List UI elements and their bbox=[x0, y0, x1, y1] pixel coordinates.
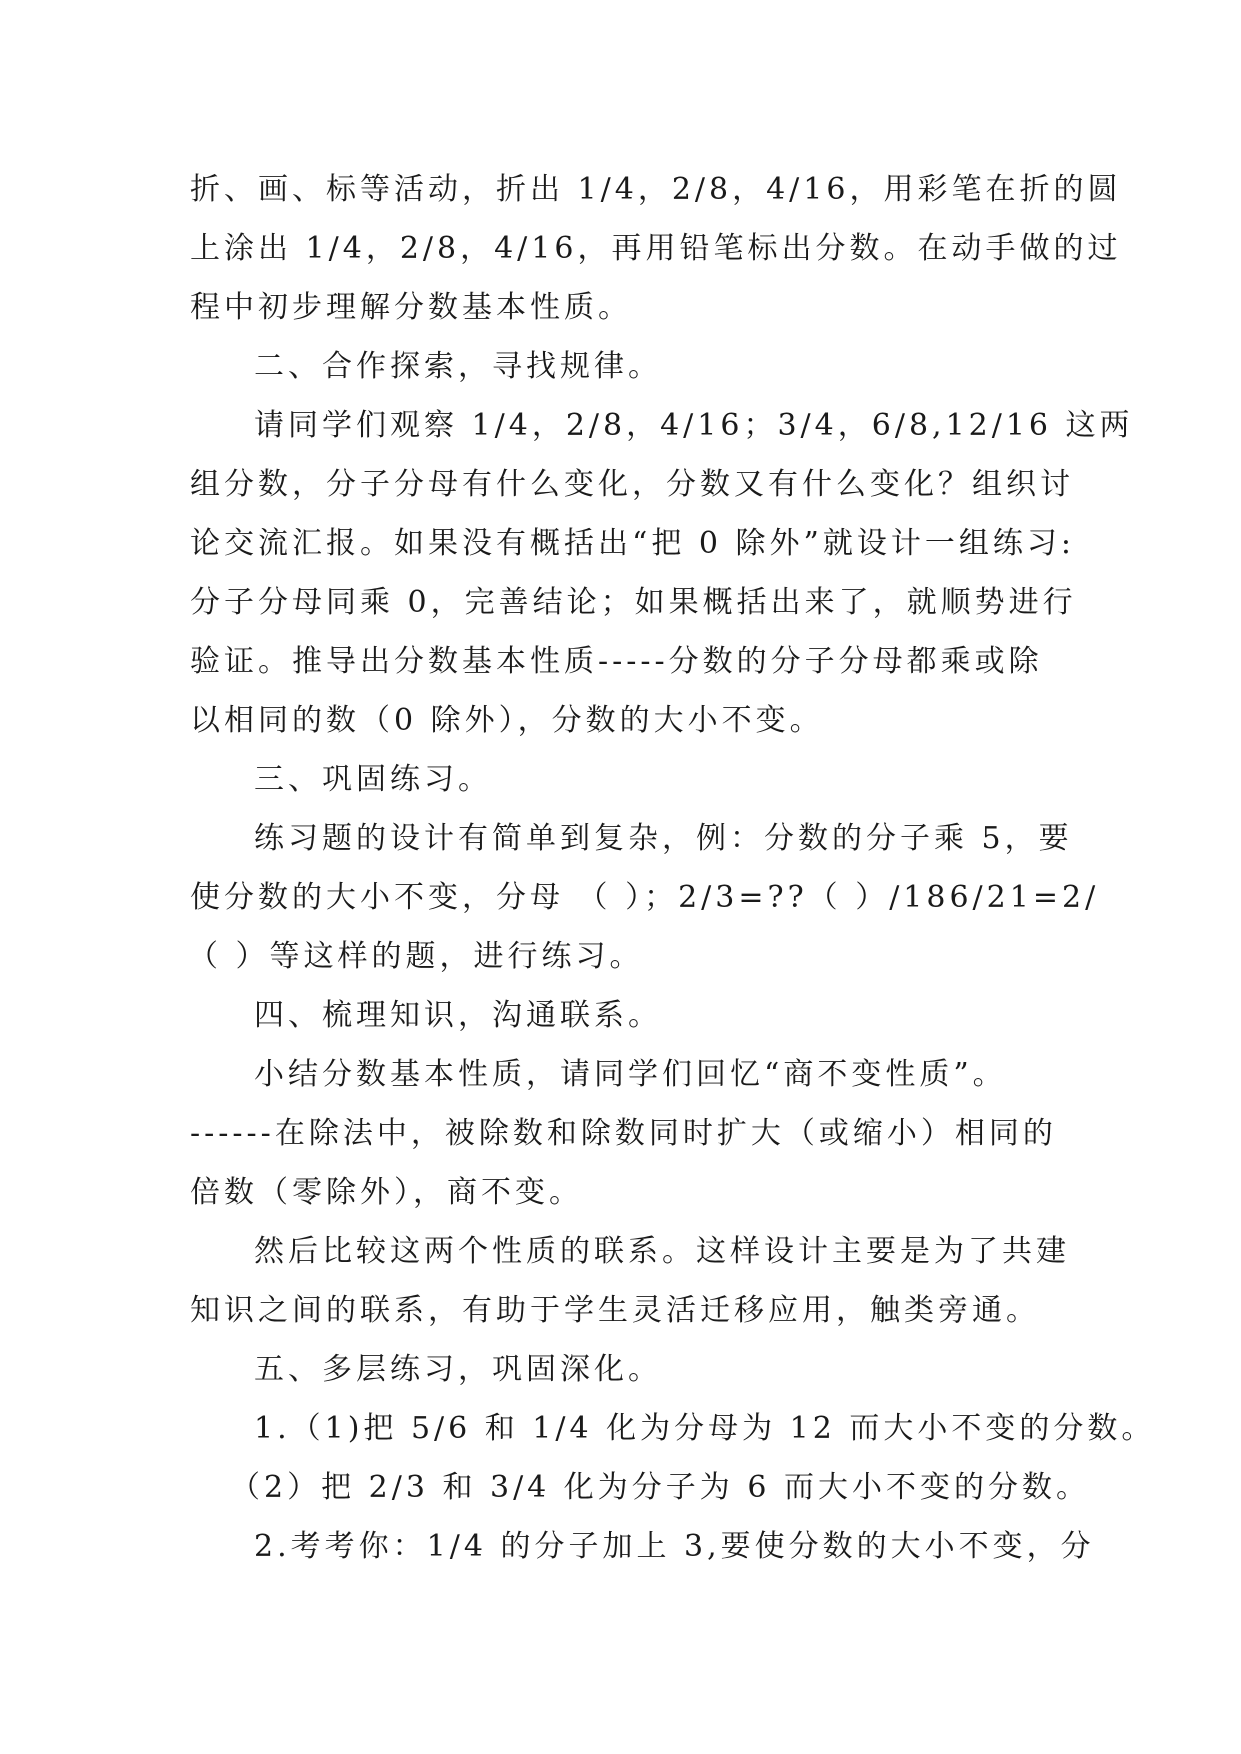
section-heading-3: 三、巩固练习。 bbox=[254, 762, 492, 797]
text-line: 组分数，分子分母有什么变化，分数又有什么变化？组织讨 bbox=[190, 467, 1074, 502]
text-line: （ ）等这样的题，进行练习。 bbox=[188, 939, 644, 974]
exercise-item: 1.（1)把 5/6 和 1/4 化为分母为 12 而大小不变的分数。 bbox=[254, 1411, 1156, 1446]
text-line: 程中初步理解分数基本性质。 bbox=[190, 290, 632, 325]
text-line: 小结分数基本性质，请同学们回忆“商不变性质”。 bbox=[254, 1057, 1007, 1092]
section-heading-4: 四、梳理知识，沟通联系。 bbox=[254, 998, 662, 1033]
text-line: 练习题的设计有简单到复杂，例：分数的分子乘 5，要 bbox=[254, 821, 1073, 856]
exercise-item: 2.考考你：1/4 的分子加上 3,要使分数的大小不变，分 bbox=[254, 1529, 1095, 1564]
text-line: 以相同的数（0 除外），分数的大小不变。 bbox=[190, 703, 824, 738]
exercise-item: （2）把 2/3 和 3/4 化为分子为 6 而大小不变的分数。 bbox=[230, 1470, 1090, 1505]
section-heading-5: 五、多层练习，巩固深化。 bbox=[254, 1352, 662, 1387]
text-line: 上涂出 1/4，2/8，4/16，再用铅笔标出分数。在动手做的过 bbox=[190, 231, 1122, 266]
text-line: ------在除法中，被除数和除数同时扩大（或缩小）相同的 bbox=[190, 1116, 1057, 1151]
text-line: 论交流汇报。如果没有概括出“把 0 除外”就设计一组练习: bbox=[190, 526, 1075, 561]
text-line: 折、画、标等活动，折出 1/4，2/8，4/16，用彩笔在折的圆 bbox=[190, 172, 1122, 207]
text-line: 知识之间的联系，有助于学生灵活迁移应用，触类旁通。 bbox=[190, 1293, 1040, 1328]
document-body bbox=[188, 160, 1156, 1576]
text-line: 倍数（零除外），商不变。 bbox=[190, 1175, 583, 1210]
text-line: 分子分母同乘 0，完善结论；如果概括出来了，就顺势进行 bbox=[190, 585, 1077, 620]
text-line: 然后比较这两个性质的联系。这样设计主要是为了共建 bbox=[254, 1234, 1070, 1269]
text-line: 使分数的大小不变，分母 （ ）；2/3=??（ ）/186/21=2/ bbox=[190, 880, 1100, 915]
section-heading-2: 二、合作探索，寻找规律。 bbox=[254, 349, 662, 384]
text-line: 验证。推导出分数基本性质-----分数的分子分母都乘或除 bbox=[190, 644, 1043, 679]
text-line: 请同学们观察 1/4，2/8，4/16；3/4，6/8,12/16 这两 bbox=[254, 408, 1134, 443]
